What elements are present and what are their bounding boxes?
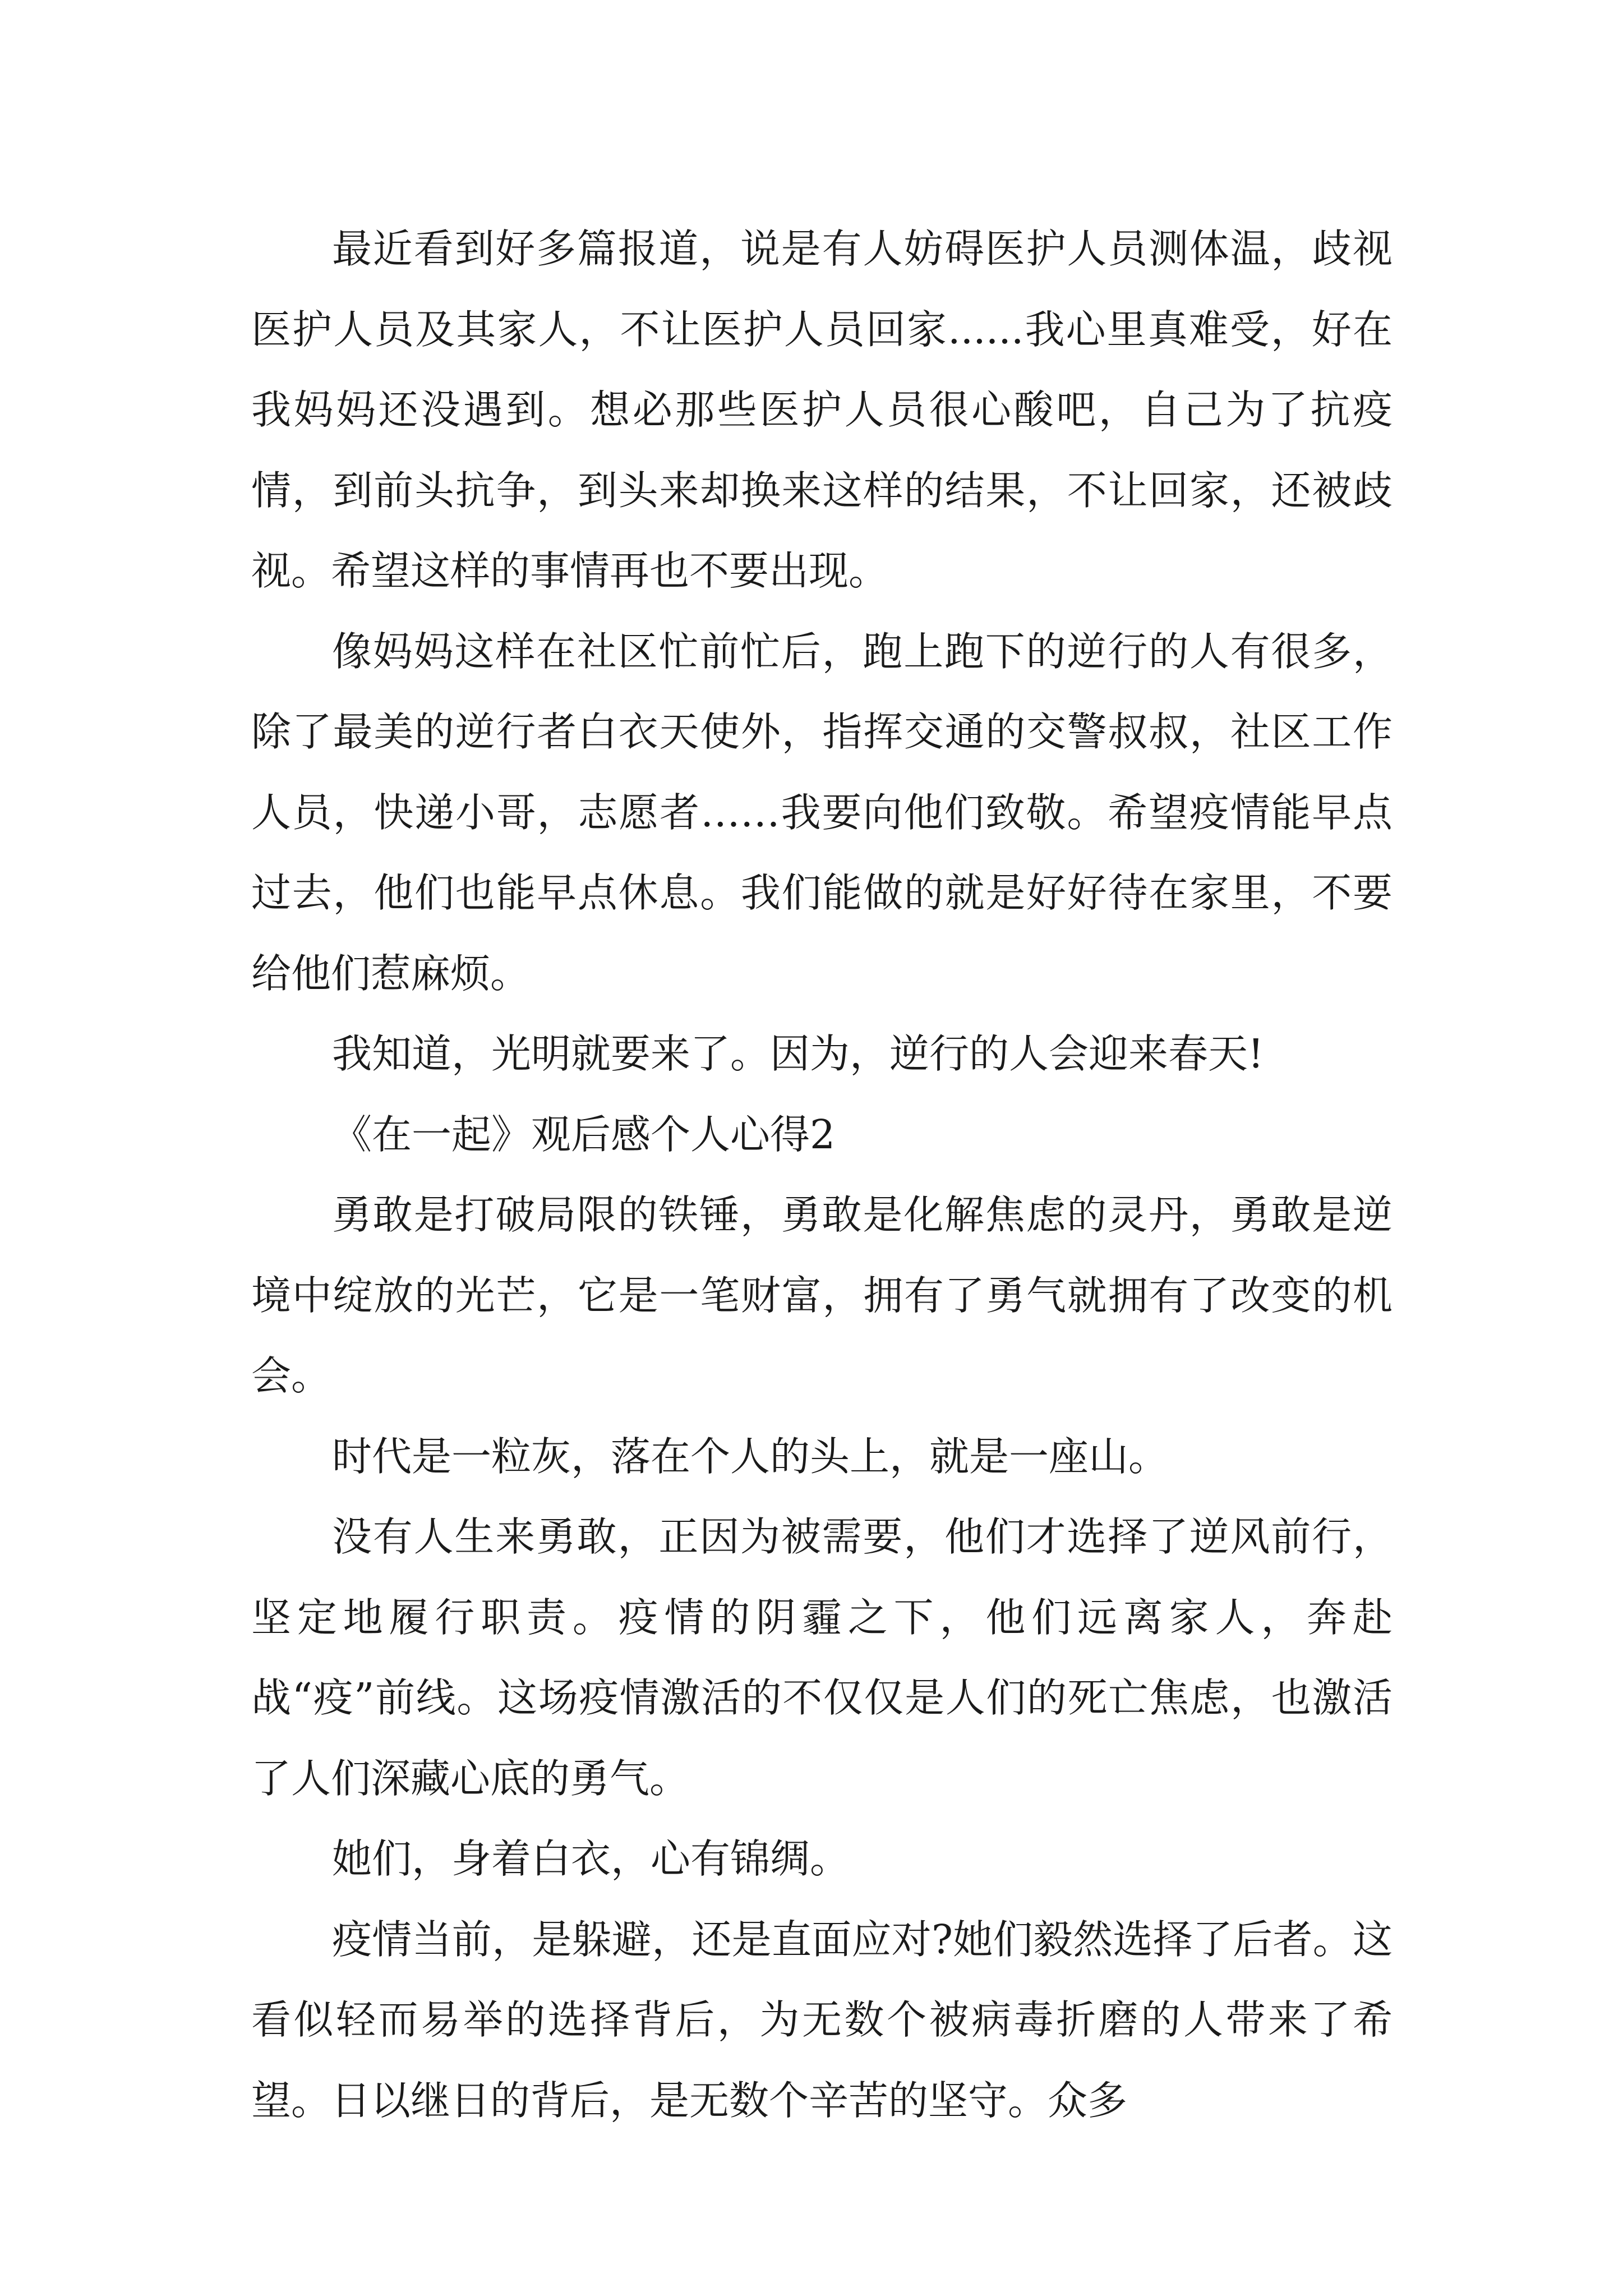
paragraph-6: 没有人生来勇敢，正因为被需要，他们才选择了逆风前行，坚定地履行职责。疫情的阴霾之下，他们远离家人，奔赴战“疫”前线。这场疫情激活的不仅仅是人们的死亡焦虑，也激活了人们深藏心底的勇气。 xyxy=(251,1513,1393,1802)
paragraph-5: 时代是一粒灰，落在个人的头上，就是一座山。 xyxy=(332,1433,1169,1480)
paragraph-7: 她们，身着白衣，心有锦绸。 xyxy=(332,1835,850,1882)
paragraph-8: 疫情当前，是躲避，还是直面应对?她们毅然选择了后者。这看似轻而易举的选择背后，为无数个被病毒折磨的人带来了希望。日以继日的背后，是无数个辛苦的坚守。众多 xyxy=(251,1916,1393,2124)
paragraph-1: 最近看到好多篇报道，说是有人妨碍医护人员测体温，歧视医护人员及其家人，不让医护人员回家......我心里真难受，好在我妈妈还没遇到。想必那些医护人员很心酸吧，自己为了抗疫情，到前头抗争，到头来却换来这样的结果，不让回家，还被歧视。希望这样的事情再也不要出现。 xyxy=(251,226,1393,594)
document-body xyxy=(251,209,1393,2141)
section-heading: 《在一起》观后感个人心得2 xyxy=(332,1111,836,1158)
paragraph-4: 勇敢是打破局限的铁锤，勇敢是化解焦虑的灵丹，勇敢是逆境中绽放的光芒，它是一笔财富，拥有了勇气就拥有了改变的机会。 xyxy=(251,1191,1393,1399)
paragraph-2: 像妈妈这样在社区忙前忙后，跑上跑下的逆行的人有很多，除了最美的逆行者白衣天使外，指挥交通的交警叔叔，社区工作人员，快递小哥，志愿者……我要向他们致敬。希望疫情能早点过去，他们也能早点休息。我们能做的就是好好待在家里，不要给他们惹麻烦。 xyxy=(251,628,1393,997)
paragraph-3: 我知道，光明就要来了。因为，逆行的人会迎来春天! xyxy=(332,1030,1264,1077)
